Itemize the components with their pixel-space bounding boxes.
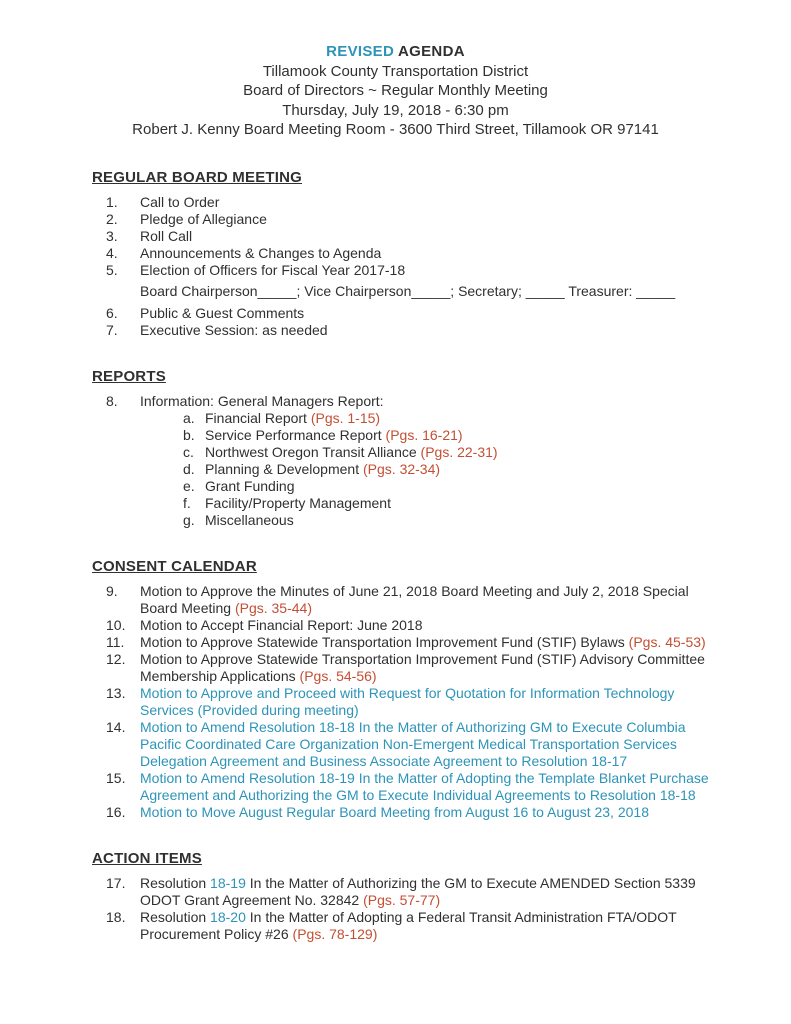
agenda-item [92, 804, 739, 821]
page-ref: (Pgs. 1-15) [310, 409, 381, 426]
agenda-item [92, 719, 739, 770]
item-number: 5. [106, 261, 118, 278]
item-number: 8. [106, 392, 118, 409]
item-segment: Announcements & Changes to Agenda [140, 244, 382, 261]
agenda-item [92, 875, 739, 909]
item-segment: Grant Funding [205, 477, 295, 494]
organization-name: Tillamook County Transportation District [262, 62, 529, 80]
subitem-text [205, 495, 712, 512]
item-text [140, 909, 712, 943]
agenda-item [92, 262, 739, 305]
item-text [140, 719, 712, 770]
item-body [140, 194, 712, 211]
item-number: 13. [106, 684, 126, 701]
item-body [140, 719, 712, 770]
item-body [140, 245, 712, 262]
item-body [140, 211, 712, 228]
subitem-text [205, 410, 712, 427]
item-text [140, 393, 712, 410]
item-number: 18. [106, 908, 126, 925]
agenda-item [92, 634, 739, 651]
subitem-text [205, 427, 712, 444]
subitem-letter: f. [183, 494, 191, 511]
item-text [140, 194, 712, 211]
highlighted-text: Motion to Move August Regular Board Meeting from August 16 to August 23, 2018 [140, 803, 649, 820]
item-text [140, 875, 712, 909]
highlighted-text: Motion to Approve and Proceed with Request for Quotation for Information Technology Services (Provided during meeting) [140, 684, 675, 718]
item-text [140, 322, 712, 339]
revised-label: REVISED [326, 43, 395, 60]
agenda-item [92, 228, 739, 245]
officer-blanks-line: Board Chairperson_____; Vice Chairperson_____; Secretary; _____ Treasurer: _____ [140, 282, 676, 299]
subitem-letter: b. [183, 426, 195, 443]
agenda-sections [92, 169, 739, 943]
item-number: 15. [106, 769, 126, 786]
agenda-section [92, 558, 739, 821]
item-number: 14. [106, 718, 126, 735]
item-segment: Planning & Development [205, 460, 363, 477]
agenda-item [92, 393, 739, 529]
item-text [140, 583, 712, 617]
item-text [140, 634, 712, 651]
item-body [140, 685, 712, 719]
agenda-item [92, 617, 739, 634]
page-ref: (Pgs. 22-31) [420, 443, 498, 460]
item-number: 17. [106, 874, 126, 891]
highlighted-text: 18-20 [210, 908, 246, 925]
item-text [140, 685, 712, 719]
meeting-location: Robert J. Kenny Board Meeting Room - 3600 Third Street, Tillamook OR 97141 [132, 121, 659, 138]
subitem-text [205, 444, 712, 461]
page-ref: (Pgs. 35-44) [234, 599, 312, 616]
item-number: 9. [106, 582, 118, 599]
agenda-section [92, 850, 739, 943]
item-segment: Call to Order [140, 193, 220, 210]
item-body [140, 228, 712, 245]
highlighted-text: Motion to Amend Resolution 18-18 In the Matter of Authorizing GM to Execute Columbia Pacific Coordinated Care Organization Non-Emergent Medical Transportation Services Delegation Agreement and Business Associate Agreement to Resolution 18-17 [140, 718, 686, 769]
item-segment: Northwest Oregon Transit Alliance [205, 443, 421, 460]
subitem-letter: e. [183, 477, 195, 494]
item-segment: Motion to Approve Statewide Transportation Improvement Fund (STIF) Advisory Committee Membership Applications [140, 650, 705, 684]
agenda-label: AGENDA [398, 43, 465, 60]
item-segment: In the Matter of Adopting a Federal Transit Administration FTA/ODOT Procurement Policy #26 [140, 908, 677, 942]
item-text [140, 228, 712, 245]
item-text [140, 262, 712, 279]
highlighted-text: Motion to Amend Resolution 18-19 In the Matter of Adopting the Template Blanket Purchase Agreement and Authorizing the GM to Execute Individual Agreements to Resolution 18-18 [140, 769, 709, 803]
item-number: 12. [106, 650, 126, 667]
agenda-subitem [140, 410, 712, 427]
agenda-item [92, 583, 739, 617]
item-text [140, 245, 712, 262]
agenda-item [92, 909, 739, 943]
item-number: 7. [106, 321, 118, 338]
page-ref: (Pgs. 54-56) [299, 667, 377, 684]
page-ref: (Pgs. 16-21) [385, 426, 463, 443]
page-ref: (Pgs. 45-53) [628, 633, 706, 650]
section-heading: REPORTS [92, 367, 166, 385]
item-number: 4. [106, 244, 118, 261]
item-body [140, 651, 712, 685]
item-number: 10. [106, 616, 126, 633]
agenda-item [92, 651, 739, 685]
page-ref: (Pgs. 78-129) [292, 925, 378, 942]
item-segment: Pledge of Allegiance [140, 210, 267, 227]
item-number: 16. [106, 803, 126, 820]
item-text [140, 651, 712, 685]
item-segment: Resolution [140, 874, 211, 891]
agenda-subitem [140, 512, 712, 529]
agenda-subitem [140, 427, 712, 444]
highlighted-text: 18-19 [210, 874, 246, 891]
item-segment: Resolution [140, 908, 211, 925]
subitem-text [205, 478, 712, 495]
item-body [140, 305, 712, 322]
item-body [140, 393, 712, 529]
item-body [140, 322, 712, 339]
agenda-section [92, 368, 739, 529]
item-segment: Financial Report [205, 409, 311, 426]
item-number: 3. [106, 227, 118, 244]
item-body [140, 909, 712, 943]
meeting-datetime: Thursday, July 19, 2018 - 6:30 pm [282, 101, 509, 119]
subitem-letter: c. [183, 443, 194, 460]
section-heading: CONSENT CALENDAR [92, 557, 257, 575]
subitem-text [205, 512, 712, 529]
page-ref: (Pgs. 32-34) [363, 460, 441, 477]
item-body [140, 583, 712, 617]
item-segment: Roll Call [140, 227, 193, 244]
agenda-subitem [140, 495, 712, 512]
item-text [140, 211, 712, 228]
item-text [140, 617, 712, 634]
section-heading: ACTION ITEMS [92, 849, 202, 867]
item-segment: In the Matter of Authorizing the GM to Execute AMENDED Section 5339 ODOT Grant Agreement No. 32842 [140, 874, 696, 908]
item-number: 6. [106, 304, 118, 321]
item-segment: Information: General Managers Report: [140, 392, 384, 409]
item-segment: Service Performance Report [205, 426, 386, 443]
item-text [140, 804, 712, 821]
document-header [0, 0, 791, 140]
item-segment: Public & Guest Comments [140, 304, 305, 321]
agenda-item [92, 322, 739, 339]
item-body [140, 262, 712, 305]
subitem-letter: g. [183, 511, 195, 528]
item-segment: Motion to Approve the Minutes of June 21, 2018 Board Meeting and July 2, 2018 Special Board Meeting [140, 582, 689, 616]
meeting-type: Board of Directors ~ Regular Monthly Meeting [243, 82, 548, 99]
agenda-item [92, 245, 739, 262]
subitem-letter: a. [183, 409, 195, 426]
item-segment: Miscellaneous [205, 511, 294, 528]
item-body [140, 804, 712, 821]
agenda-subitem [140, 461, 712, 478]
agenda-subitem [140, 478, 712, 495]
page-ref: (Pgs. 57-77) [363, 891, 441, 908]
item-text [140, 770, 712, 804]
item-body [140, 770, 712, 804]
item-body [140, 617, 712, 634]
agenda-item [92, 305, 739, 322]
item-segment: Motion to Approve Statewide Transportation Improvement Fund (STIF) Bylaws [140, 633, 629, 650]
agenda-section [92, 169, 739, 339]
document-title [0, 42, 791, 62]
agenda-subitem [140, 444, 712, 461]
agenda-item [92, 194, 739, 211]
item-text [140, 305, 712, 322]
item-segment: Facility/Property Management [205, 494, 391, 511]
item-number: 1. [106, 193, 118, 210]
agenda-item [92, 685, 739, 719]
agenda-item [92, 770, 739, 804]
section-heading: REGULAR BOARD MEETING [92, 168, 303, 186]
item-number: 11. [106, 633, 125, 650]
item-number: 2. [106, 210, 118, 227]
item-body [140, 875, 712, 909]
agenda-item [92, 211, 739, 228]
subitem-list [140, 410, 712, 529]
item-segment: Motion to Accept Financial Report: June 2018 [140, 616, 423, 633]
item-segment: Election of Officers for Fiscal Year 2017-18 [140, 261, 406, 278]
item-body [140, 634, 712, 651]
item-segment: Executive Session: as needed [140, 321, 328, 338]
subitem-text [205, 461, 712, 478]
subitem-letter: d. [183, 460, 195, 477]
